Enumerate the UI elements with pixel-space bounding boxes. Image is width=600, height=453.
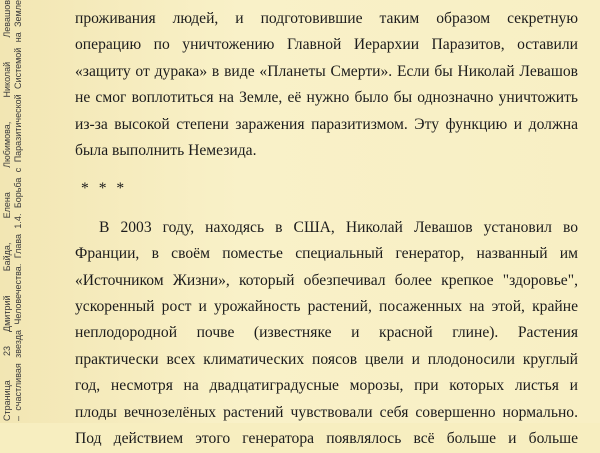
spacer — [75, 203, 578, 215]
body-text — [75, 6, 578, 453]
text-line: плоды вечнозелёных растений чувствовали себя совершенно нормально. — [75, 403, 578, 421]
text-line: «защиту от дурака» в виде «Планеты Смерти». Если бы Николай Левашов — [75, 62, 578, 80]
text-line: неплодородной почве (известняке и красной глине). Растения — [75, 324, 578, 342]
spacer — [75, 164, 578, 176]
text-line: из-за высокой степени заражения паразитизмом. Эту функцию и должна — [75, 115, 578, 133]
text-line: была выполнить Немезида. — [75, 142, 257, 160]
text-line: не смог воплотиться на Земле, её нужно было бы однозначно уничтожить — [75, 89, 578, 107]
authors-label: Дмитрий Байда, Елена Любимова, Николай Левашов — [2, 0, 12, 332]
sidebar-line-1 — [2, 0, 13, 421]
text-line: практически всех климатических поясов цвели и плодоносили круглый — [75, 350, 578, 368]
page-footer-sidebar — [2, 0, 62, 423]
text-line: операцию по уничтожению Главной Иерархии Паразитов, оставили — [75, 36, 578, 54]
text-line: проживания людей, и подготовившие таким образом секретную — [75, 10, 578, 27]
book-title-label: – счастливая звезда Человечества. Глава 1.4. Борьба с Паразитической Системой на Земле — [13, 0, 23, 421]
text-line: В 2003 году, находясь в США, Николай Левашов установил во — [99, 218, 578, 236]
text-line: ускоренный рост и урожайность растений, посаженных на этой, крайне — [75, 298, 578, 316]
text-line: «Источником Жизни», который обезпечивал более крепкое "здоровье", — [75, 271, 578, 289]
page-number-label: Страница 23 — [2, 345, 12, 421]
text-line: Франции, в своём поместье специальный генератор, названный им — [75, 245, 578, 263]
section-separator: * * * — [81, 180, 128, 198]
text-line: Под действием этого генератора появлялось всё больше и больше — [75, 430, 578, 448]
text-line: год, несмотря на двадцатиградусные морозы, при которых листья и — [75, 377, 578, 395]
